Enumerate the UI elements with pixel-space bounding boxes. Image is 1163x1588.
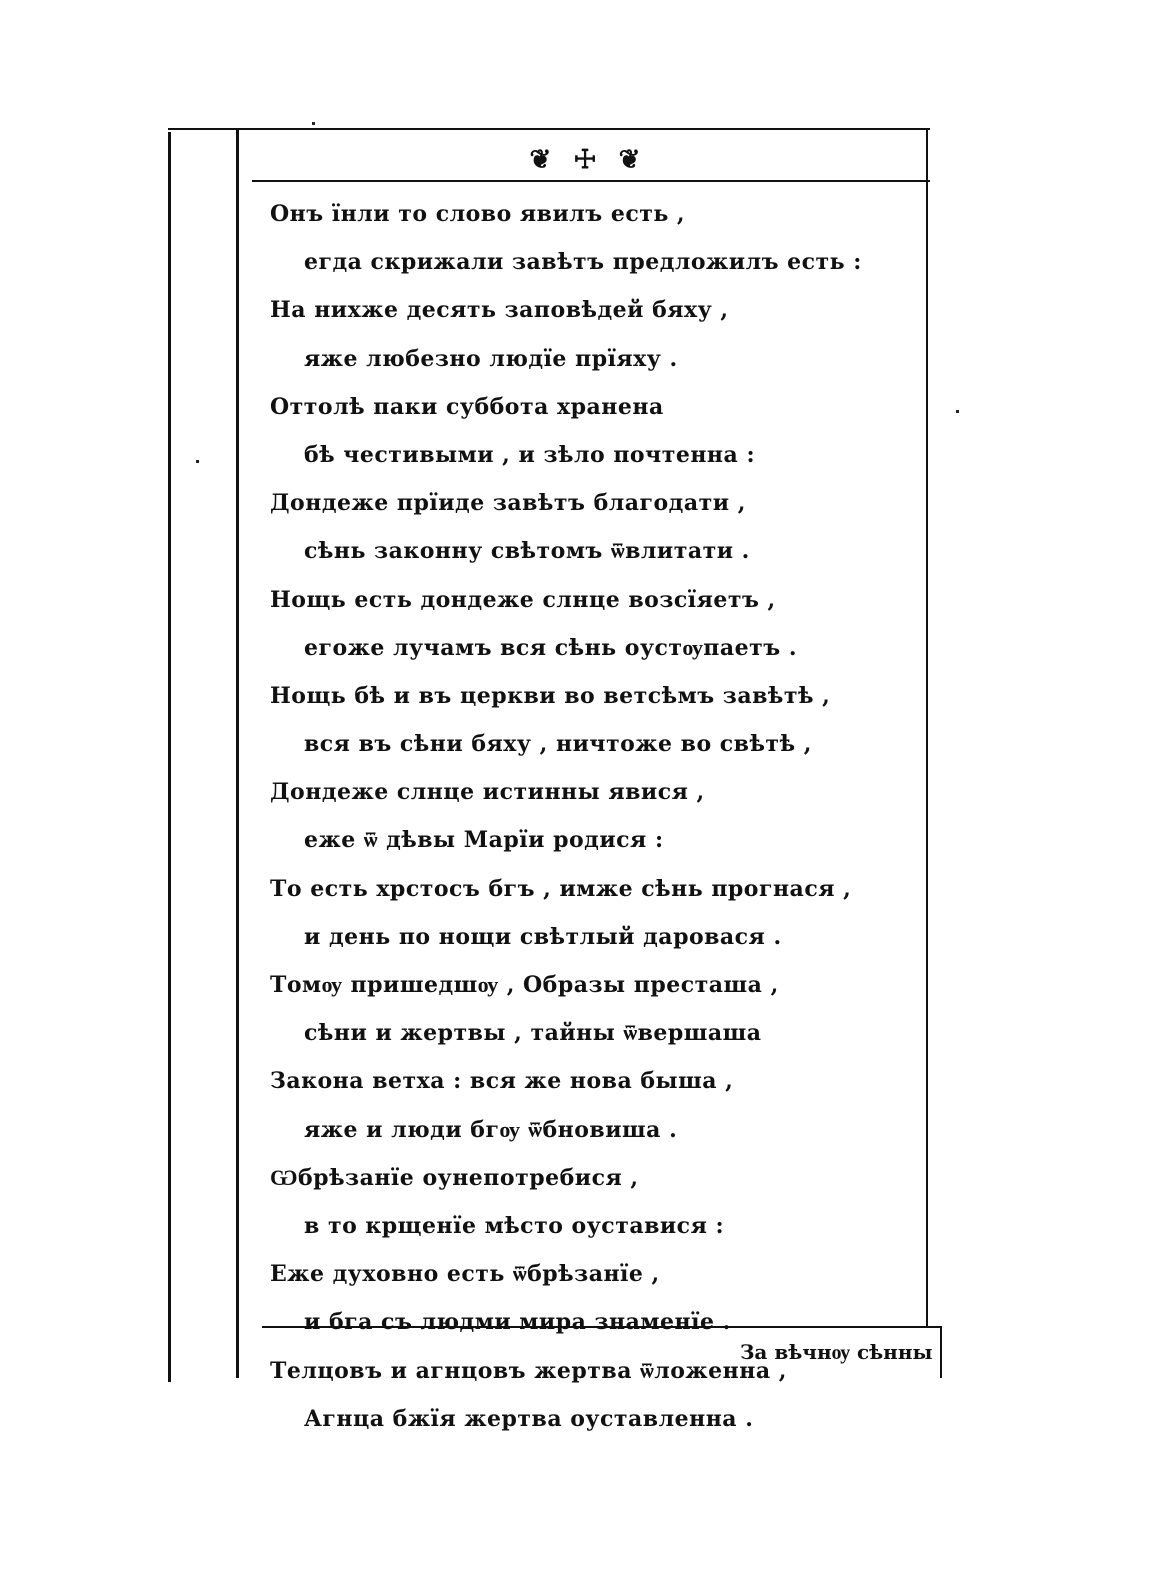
verse-line: Закона ветха : вся же нова быша , (270, 1068, 734, 1095)
verse-line: яже и люди бгѹ ѿбновиша . (304, 1116, 678, 1143)
scan-speck (196, 460, 199, 463)
fleuron-right-icon: ❦ (618, 145, 641, 175)
poem-text (262, 190, 942, 1443)
verse-line: Нощь есть дондеже слнце возсїяетъ , (270, 586, 776, 613)
verse-line: Онъ їнли то слово явилъ есть , (270, 201, 686, 227)
verse-line: егда скрижали завѣтъ предложилъ есть : (304, 249, 862, 276)
header-rule (252, 180, 930, 182)
verse-line: То есть хрстосъ бгъ , имже сѣнь прогнася , (270, 875, 852, 902)
top-rule (168, 128, 930, 130)
verse-line: Дондеже слнце истинны явися , (270, 779, 705, 806)
verse-line: бѣ честивыми , и зѣло почтенна : (304, 441, 756, 468)
verse-line: и бга съ людми мира знаменїе . (304, 1309, 731, 1336)
catchword: За вѣчнѹ сѣнны (740, 1340, 933, 1364)
verse-line: Томѹ пришедшѹ , Образы престаша , (270, 972, 779, 998)
verse-line: еже ѿ дѣвы Марїи родися : (304, 827, 664, 854)
scan-speck (312, 122, 315, 125)
verse-line: Нощь бѣ и въ церкви во ветсѣмъ завѣтѣ , (270, 682, 831, 709)
inner-left-rule (236, 128, 239, 1378)
verse-line: сѣнь законну свѣтомъ ѿвлитати . (304, 538, 750, 565)
outer-left-rule (168, 132, 171, 1382)
verse-line: Агнца бжїя жертва оуставленна . (304, 1405, 754, 1432)
verse-line: Ѡбрѣзанїе оунепотребися , (270, 1164, 639, 1191)
fleuron-left-icon: ❦ (529, 145, 552, 175)
verse-line: Оттолѣ паки суббота хранена (270, 393, 664, 420)
verse-line: Еже духовно есть ѿбрѣзанїе , (270, 1261, 660, 1288)
verse-line: Телцовъ и агнцовъ жертва ѿложенна , (270, 1357, 787, 1384)
verse-line: На нихже десять заповѣдей бяху , (270, 297, 729, 324)
header-ornament (510, 140, 660, 180)
verse-line: Дондеже прїиде завѣтъ благодати , (270, 490, 746, 517)
verse-line: и день по нощи свѣтлый даровася . (304, 923, 782, 950)
verse-line: яже любезно людїе прїяху . (304, 345, 678, 372)
verse-line: сѣни и жертвы , тайны ѿвершаша (304, 1020, 762, 1047)
verse-line: вся въ сѣни бяху , ничтоже во свѣтѣ , (304, 731, 812, 758)
verse-line: в то крщенїе мѣсто оуставися : (304, 1212, 725, 1239)
scan-speck (956, 410, 959, 413)
cross-icon: ☩ (573, 145, 597, 175)
verse-line: егоже лучамъ вся сѣнь оустѹпаетъ . (304, 634, 797, 661)
